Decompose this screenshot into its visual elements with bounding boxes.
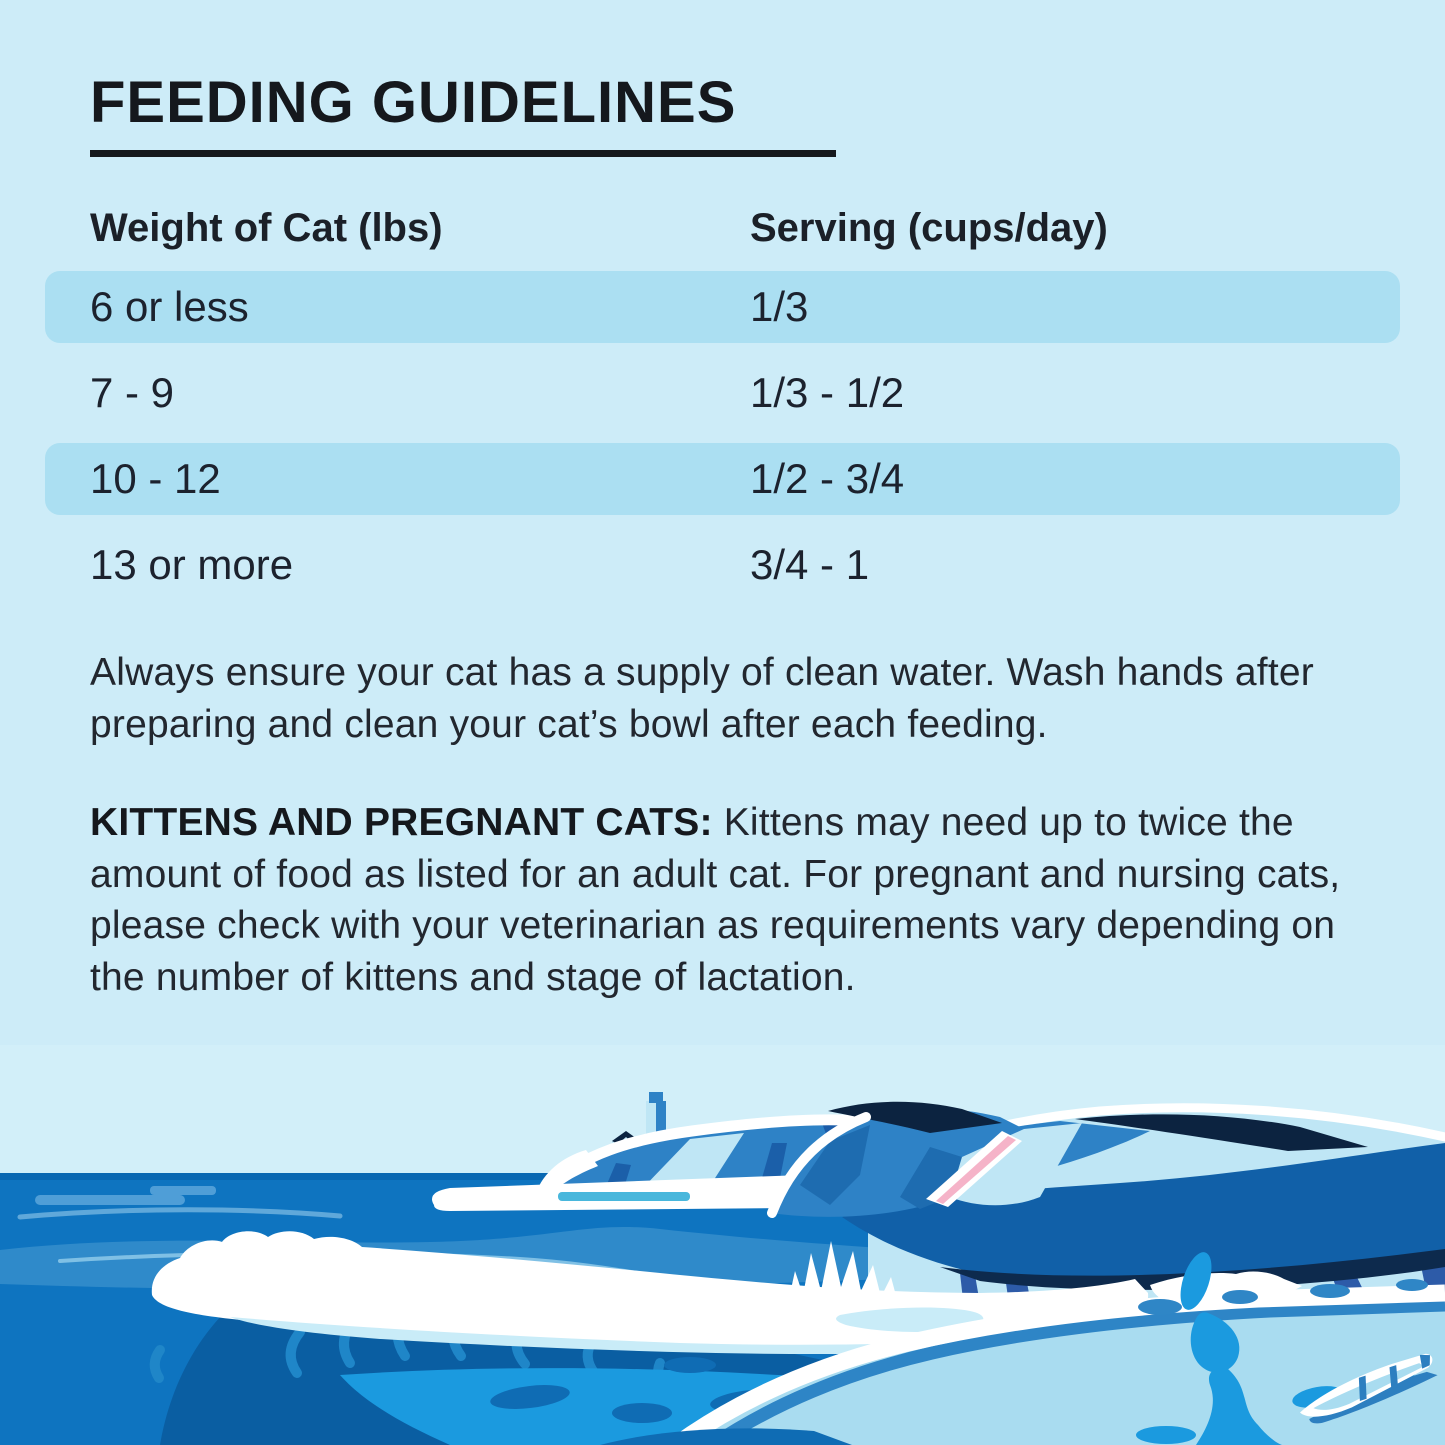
note-kittens-lead: KITTENS AND PREGNANT CATS: — [90, 800, 713, 844]
feeding-table — [45, 203, 1400, 601]
cell-weight: 13 or more — [90, 541, 294, 588]
table-row — [45, 271, 1400, 343]
page-title: FEEDING GUIDELINES — [90, 70, 737, 135]
note-clean-water: Always ensure your cat has a supply of clean water. Wash hands after preparing and clean your cat’s bowl after each feeding. — [90, 651, 1314, 746]
cell-serving: 3/4 - 1 — [750, 541, 870, 588]
cell-serving: 1/3 — [750, 283, 809, 330]
cell-serving: 1/2 - 3/4 — [750, 455, 905, 502]
cell-weight: 6 or less — [90, 283, 249, 330]
table-row — [45, 529, 1400, 601]
note-kittens-body: Kittens may need up to twice the amount of food as listed for an adult cat. For pregnant and nursing cats, please check with your veterinarian as requirements vary depending on the number of kittens and stage of lactation. — [90, 800, 1341, 1000]
col-header-weight: Weight of Cat (lbs) — [90, 205, 443, 250]
table-row — [45, 357, 1400, 429]
coastal-illustration — [0, 1045, 1445, 1445]
title-underline — [90, 150, 836, 157]
col-header-serving: Serving (cups/day) — [750, 205, 1108, 250]
table-header-row — [45, 203, 1400, 253]
cell-weight: 7 - 9 — [90, 369, 175, 416]
cell-weight: 10 - 12 — [90, 455, 221, 502]
cell-serving: 1/3 - 1/2 — [750, 369, 905, 416]
note-kittens — [90, 797, 1355, 1004]
table-row — [45, 443, 1400, 515]
